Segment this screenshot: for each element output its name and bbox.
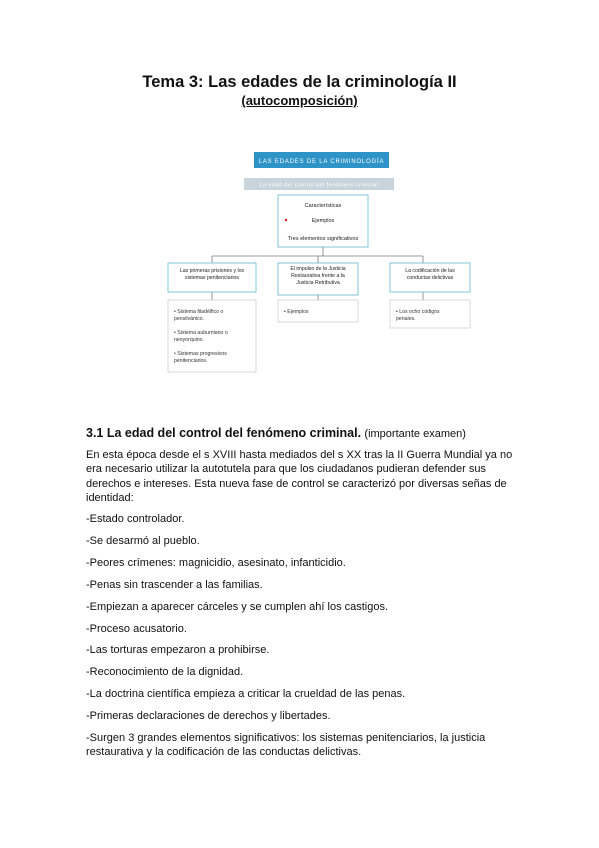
center-title: Características	[304, 203, 342, 209]
list-item: -Se desarmó al pueblo.	[86, 534, 200, 547]
branch-1-item-line: penitenciarios.	[174, 358, 208, 364]
branch-3-title-line: La codificación de las	[405, 268, 455, 274]
list-item: -Surgen 3 grandes elementos significativos: los sistemas penitenciarios, la justicia restaurativa y la codificación de las conductas delictivas.	[86, 732, 486, 759]
branch-3-item-line: penales.	[396, 316, 416, 322]
branch-1-title-line: Las primeras prisiones y los	[179, 268, 245, 274]
branch-1-item-line: pensilvánico.	[174, 316, 204, 322]
criminology-diagram	[0, 0, 599, 400]
branch-1-title-line: sistemas penitenciarios	[185, 275, 239, 281]
branch-2-item-line: • Ejemplos	[284, 309, 309, 315]
branch-1-item-line: • Sistema auburniano o	[174, 330, 228, 336]
branch-2-title-line: Restaurativa frente a la	[291, 273, 345, 279]
section-intro: En esta época desde el s XVIII hasta mediados del s XX tras la II Guerra Mundial ya no era necesario utilizar la autotutela para que los ciudadanos pudieran defender sus derechos e intereses. Esta nueva fase de control se caracterizó por diversas señas de identidad:	[86, 449, 513, 505]
list-item: -Proceso acusatorio.	[86, 622, 187, 635]
section-heading-text: 3.1 La edad del control del fenómeno criminal.	[86, 426, 362, 440]
branch-1-item-line: neoyorquino.	[174, 337, 204, 343]
center-footer: Tres elementos significativos	[287, 236, 359, 242]
list-item: -Penas sin trascender a las familias.	[86, 578, 263, 591]
list-item: -Estado controlador.	[86, 513, 185, 525]
branch-3-title-line: conductas delictivas	[406, 275, 454, 281]
diagram-header-text: LAS EDADES DE LA CRIMINOLOGÍA	[258, 159, 385, 165]
branch-1-item-line: • Sistema filadélfico o	[174, 309, 224, 315]
center-bullet-dot	[285, 219, 287, 221]
list-item: -Peores crímenes: magnicidio, asesinato, infanticidio.	[86, 556, 346, 569]
characteristics-list	[86, 512, 526, 767]
diagram-subheader-text: La edad del control del fenómeno criminal	[259, 182, 379, 189]
list-item: -Reconocimiento de la dignidad.	[86, 666, 244, 679]
branch-1-item-line: • Sistemas progresivos	[174, 351, 227, 357]
list-item: -Primeras declaraciones de derechos y libertades.	[86, 710, 331, 723]
list-item: -La doctrina científica empieza a criticar la crueldad de las penas.	[86, 688, 406, 701]
section-heading	[86, 426, 466, 442]
branch-2-title-line: El impulso de la Justicia	[290, 266, 346, 272]
list-item: -Empiezan a aparecer cárceles y se cumplen ahí los castigos.	[86, 600, 389, 613]
center-bullet-text: Ejemplos	[311, 218, 335, 224]
branch-3-item-line: • Los ocho códigos	[396, 309, 440, 315]
section-note: (importante examen)	[364, 428, 466, 440]
branch-2-title-line: Justicia Retributiva	[296, 280, 340, 286]
page-subtitle: (autocomposición)	[241, 93, 358, 108]
page-title: Tema 3: Las edades de la criminología II	[142, 73, 457, 91]
list-item: -Las torturas empezaron a prohibirse.	[86, 644, 270, 657]
